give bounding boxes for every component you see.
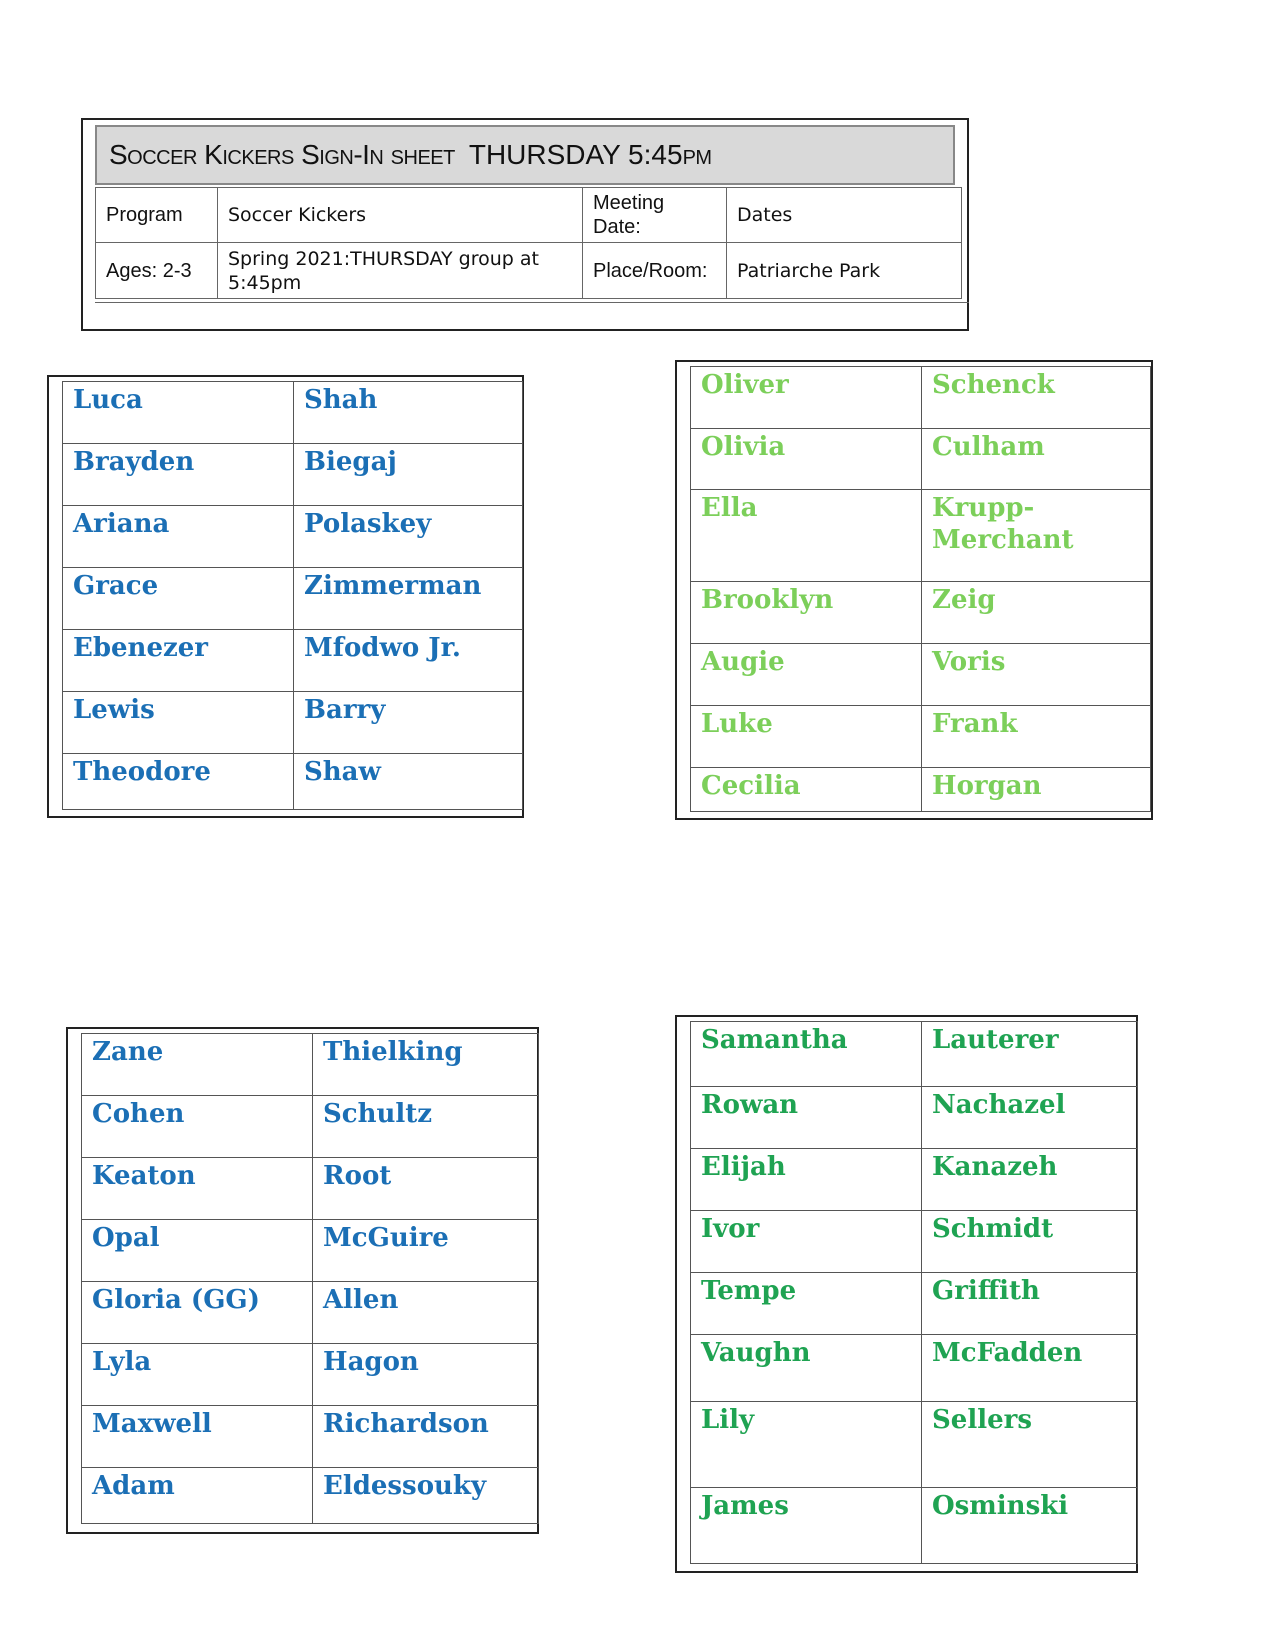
- place-label: Place/Room:: [583, 243, 727, 299]
- roster-row: [691, 768, 1151, 812]
- first-name: Augie: [691, 644, 922, 706]
- roster-row: [691, 429, 1151, 490]
- last-name: Sellers: [922, 1402, 1138, 1488]
- first-name: James: [691, 1488, 922, 1564]
- first-name: Elijah: [691, 1149, 922, 1211]
- sign-in-header: [81, 118, 969, 331]
- roster-table-green-b: [690, 1021, 1138, 1564]
- last-name: Voris: [922, 644, 1151, 706]
- roster-row: [63, 568, 523, 630]
- last-name: Polaskey: [294, 506, 523, 568]
- last-name: Lauterer: [922, 1022, 1138, 1087]
- ages-label: Ages: 2-3: [96, 243, 218, 299]
- roster-row: [691, 1087, 1138, 1149]
- roster-row: [63, 382, 523, 444]
- place-value: Patriarche Park: [727, 243, 962, 299]
- sheet-title-program: Soccer Kickers Sign-In sheet: [109, 139, 455, 170]
- last-name: Schenck: [922, 367, 1151, 429]
- last-name: Zeig: [922, 582, 1151, 644]
- first-name: Ariana: [63, 506, 294, 568]
- first-name: Theodore: [63, 754, 294, 810]
- first-name: Lyla: [82, 1344, 313, 1406]
- first-name: Grace: [63, 568, 294, 630]
- last-name: Barry: [294, 692, 523, 754]
- last-name: Shaw: [294, 754, 523, 810]
- roster-table-green-a: [690, 366, 1151, 812]
- program-label: Program: [96, 188, 218, 243]
- roster-row: [63, 444, 523, 506]
- last-name: McFadden: [922, 1335, 1138, 1402]
- first-name: Luke: [691, 706, 922, 768]
- roster-row: [63, 506, 523, 568]
- roster-row: [691, 1022, 1138, 1087]
- roster-table-blue-b: [81, 1033, 539, 1524]
- first-name: Keaton: [82, 1158, 313, 1220]
- last-name: Mfodwo Jr.: [294, 630, 523, 692]
- first-name: Ella: [691, 490, 922, 582]
- roster-row: [63, 692, 523, 754]
- roster-row: [691, 1488, 1138, 1564]
- meeting-date-label: Meeting Date:: [583, 188, 727, 243]
- header-divider: [95, 302, 969, 303]
- roster-row: [63, 630, 523, 692]
- roster-row: [82, 1034, 539, 1096]
- first-name: Vaughn: [691, 1335, 922, 1402]
- last-name: Richardson: [313, 1406, 539, 1468]
- roster-row: [691, 490, 1151, 582]
- sheet-title-pm: pm: [682, 139, 712, 170]
- first-name: Lily: [691, 1402, 922, 1488]
- roster-row: [691, 582, 1151, 644]
- last-name: Shah: [294, 382, 523, 444]
- last-name: Thielking: [313, 1034, 539, 1096]
- last-name: Krupp-Merchant: [922, 490, 1151, 582]
- roster-row: [82, 1096, 539, 1158]
- roster-row: [63, 754, 523, 810]
- last-name: Griffith: [922, 1273, 1138, 1335]
- last-name: Allen: [313, 1282, 539, 1344]
- roster-row: [82, 1282, 539, 1344]
- last-name: Hagon: [313, 1344, 539, 1406]
- first-name: Oliver: [691, 367, 922, 429]
- roster-row: [82, 1468, 539, 1524]
- roster-row: [691, 644, 1151, 706]
- last-name: Zimmerman: [294, 568, 523, 630]
- last-name: McGuire: [313, 1220, 539, 1282]
- program-info-table: [95, 187, 962, 299]
- first-name: Gloria (GG): [82, 1282, 313, 1344]
- last-name: Osminski: [922, 1488, 1138, 1564]
- roster-row: [691, 1149, 1138, 1211]
- last-name: Kanazeh: [922, 1149, 1138, 1211]
- last-name: Frank: [922, 706, 1151, 768]
- last-name: Root: [313, 1158, 539, 1220]
- first-name: Lewis: [63, 692, 294, 754]
- session-value: Spring 2021:THURSDAY group at 5:45pm: [218, 243, 583, 299]
- first-name: Olivia: [691, 429, 922, 490]
- first-name: Luca: [63, 382, 294, 444]
- roster-row: [691, 367, 1151, 429]
- roster-row: [82, 1344, 539, 1406]
- roster-row: [691, 1211, 1138, 1273]
- last-name: Culham: [922, 429, 1151, 490]
- meeting-date-value: Dates: [727, 188, 962, 243]
- first-name: Adam: [82, 1468, 313, 1524]
- last-name: Horgan: [922, 768, 1151, 812]
- roster-row: [82, 1406, 539, 1468]
- roster-row: [691, 1402, 1138, 1488]
- sheet-title-day-time: THURSDAY 5:45: [468, 139, 683, 170]
- roster-row: [691, 1335, 1138, 1402]
- program-value: Soccer Kickers: [218, 188, 583, 243]
- first-name: Brayden: [63, 444, 294, 506]
- first-name: Maxwell: [82, 1406, 313, 1468]
- first-name: Samantha: [691, 1022, 922, 1087]
- first-name: Ivor: [691, 1211, 922, 1273]
- first-name: Cecilia: [691, 768, 922, 812]
- roster-row: [82, 1158, 539, 1220]
- last-name: Biegaj: [294, 444, 523, 506]
- roster-row: [691, 706, 1151, 768]
- roster-row: [691, 1273, 1138, 1335]
- first-name: Ebenezer: [63, 630, 294, 692]
- roster-table-blue-a: [62, 381, 523, 810]
- last-name: Schultz: [313, 1096, 539, 1158]
- last-name: Nachazel: [922, 1087, 1138, 1149]
- sheet-title: [95, 125, 955, 185]
- first-name: Cohen: [82, 1096, 313, 1158]
- first-name: Tempe: [691, 1273, 922, 1335]
- first-name: Opal: [82, 1220, 313, 1282]
- first-name: Zane: [82, 1034, 313, 1096]
- roster-row: [82, 1220, 539, 1282]
- last-name: Eldessouky: [313, 1468, 539, 1524]
- first-name: Brooklyn: [691, 582, 922, 644]
- last-name: Schmidt: [922, 1211, 1138, 1273]
- first-name: Rowan: [691, 1087, 922, 1149]
